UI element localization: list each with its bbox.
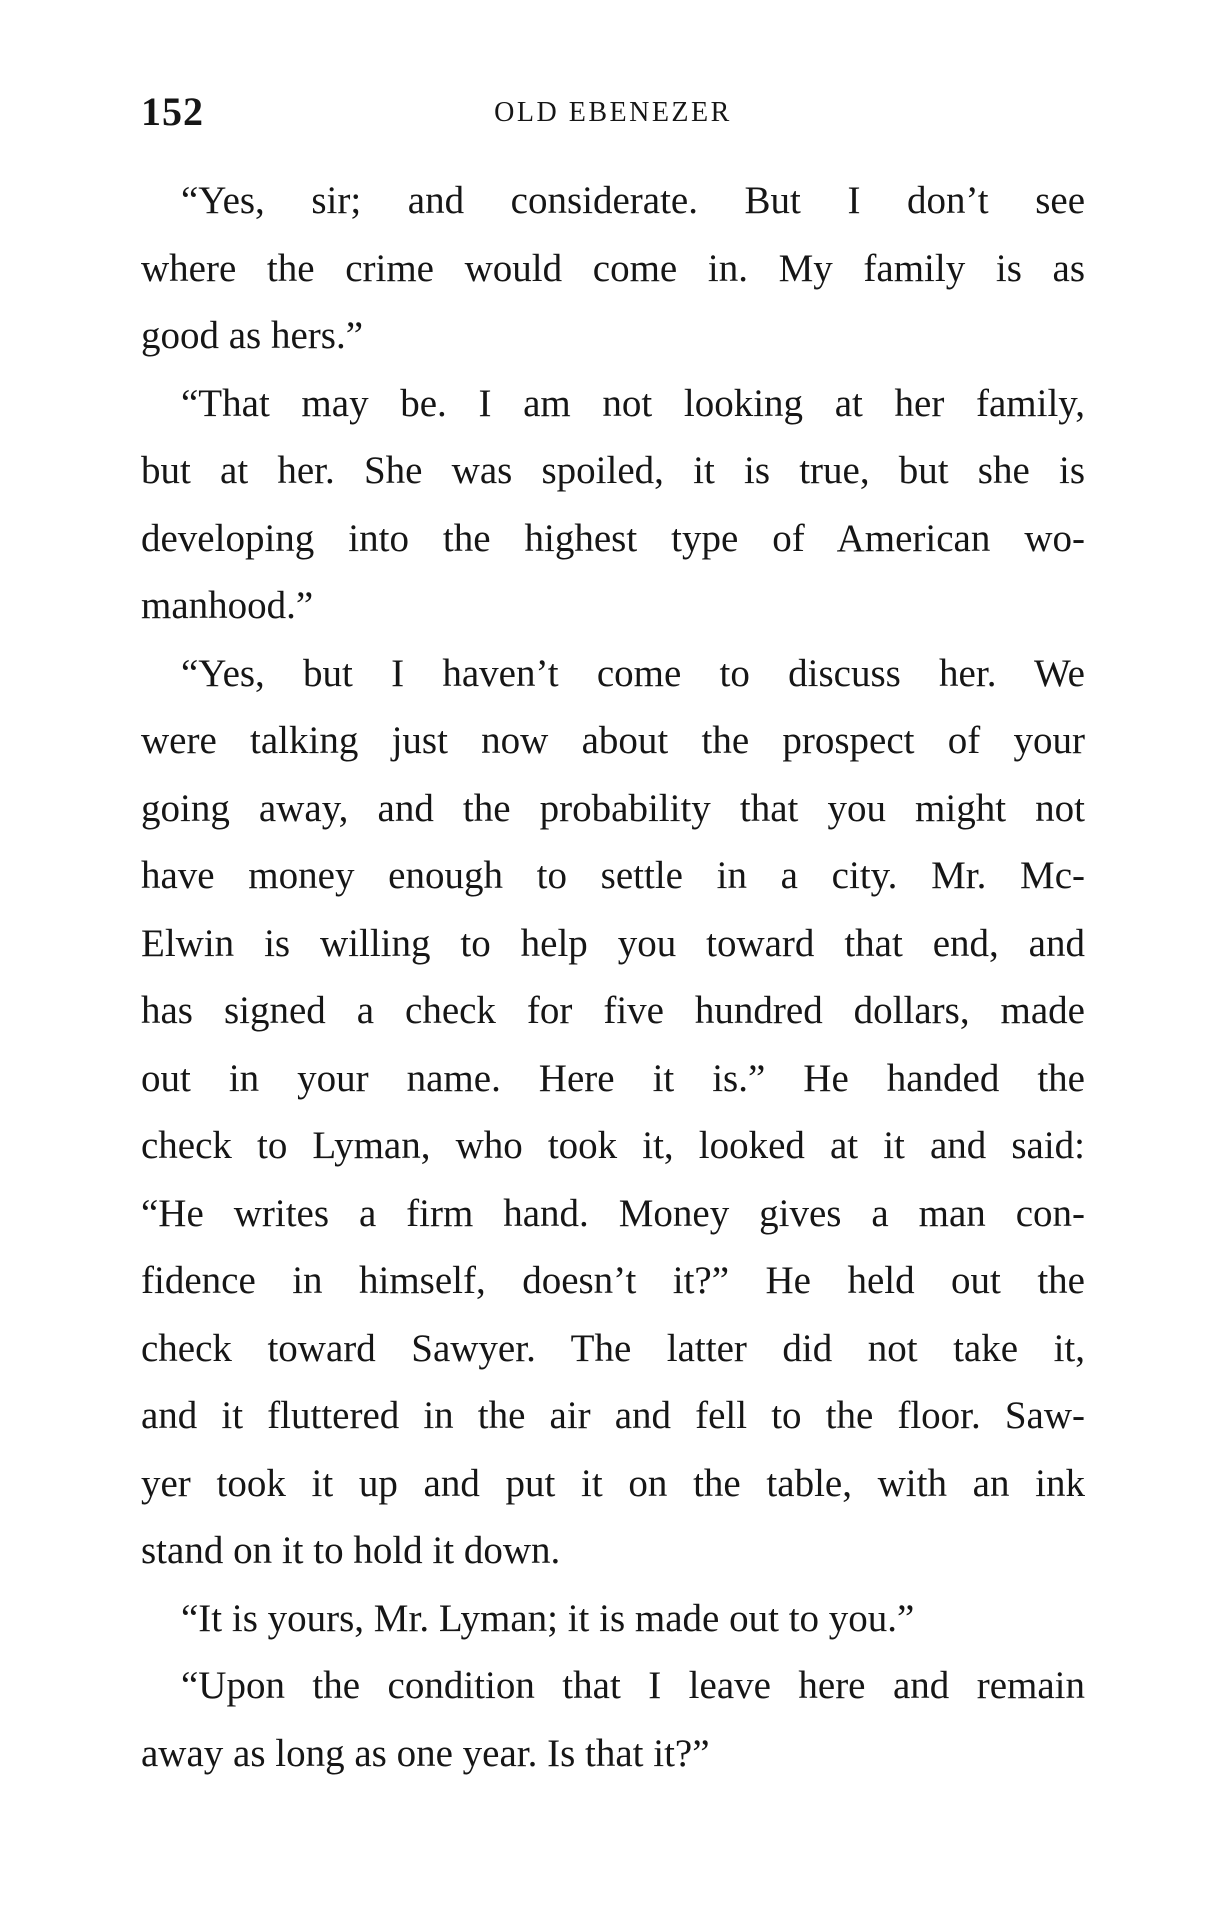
text-line: away as long as one year. Is that it?” bbox=[141, 1731, 710, 1775]
text-line: going away, and the probability that you might not bbox=[141, 786, 1085, 830]
text-line: fidence in himself, doesn’t it?” He held out the bbox=[141, 1259, 1085, 1302]
running-title: OLD EBENEZER bbox=[494, 97, 732, 128]
text-line: Elwin is willing to help you toward that end, and bbox=[141, 921, 1085, 965]
text-line: and it fluttered in the air and fell to the floor. Saw- bbox=[141, 1394, 1085, 1437]
text-line: manhood.” bbox=[141, 584, 314, 627]
text-line: yer took it up and put it on the table, with an ink bbox=[141, 1461, 1085, 1505]
text-line: “Yes, but I haven’t come to discuss her. We bbox=[181, 651, 1085, 695]
text-line: “That may be. I am not looking at her family, bbox=[181, 381, 1085, 425]
text-line: check toward Sawyer. The latter did not take it, bbox=[141, 1326, 1085, 1370]
text-line: were talking just now about the prospect of your bbox=[141, 719, 1085, 762]
text-line: developing into the highest type of American wo- bbox=[141, 516, 1085, 560]
body-text bbox=[141, 167, 1085, 1787]
text-line: “He writes a firm hand. Money gives a man con- bbox=[141, 1191, 1085, 1235]
text-line: “Upon the condition that I leave here and remain bbox=[181, 1664, 1085, 1707]
text-line: out in your name. Here it is.” He handed the bbox=[141, 1056, 1085, 1100]
page-number: 152 bbox=[141, 89, 204, 134]
running-head bbox=[141, 88, 1085, 138]
text-line: has signed a check for five hundred dollars, made bbox=[141, 989, 1085, 1032]
text-line: check to Lyman, who took it, looked at it and said: bbox=[141, 1124, 1085, 1167]
text-line: but at her. She was spoiled, it is true, but she is bbox=[141, 449, 1085, 492]
text-line: stand on it to hold it down. bbox=[141, 1529, 561, 1572]
text-line: good as hers.” bbox=[141, 314, 364, 357]
text-line: where the crime would come in. My family is as bbox=[141, 246, 1085, 290]
text-line: “It is yours, Mr. Lyman; it is made out to you.” bbox=[181, 1596, 915, 1640]
text-line: “Yes, sir; and considerate. But I don’t see bbox=[181, 179, 1085, 222]
text-line: have money enough to settle in a city. Mr. Mc- bbox=[141, 854, 1085, 897]
